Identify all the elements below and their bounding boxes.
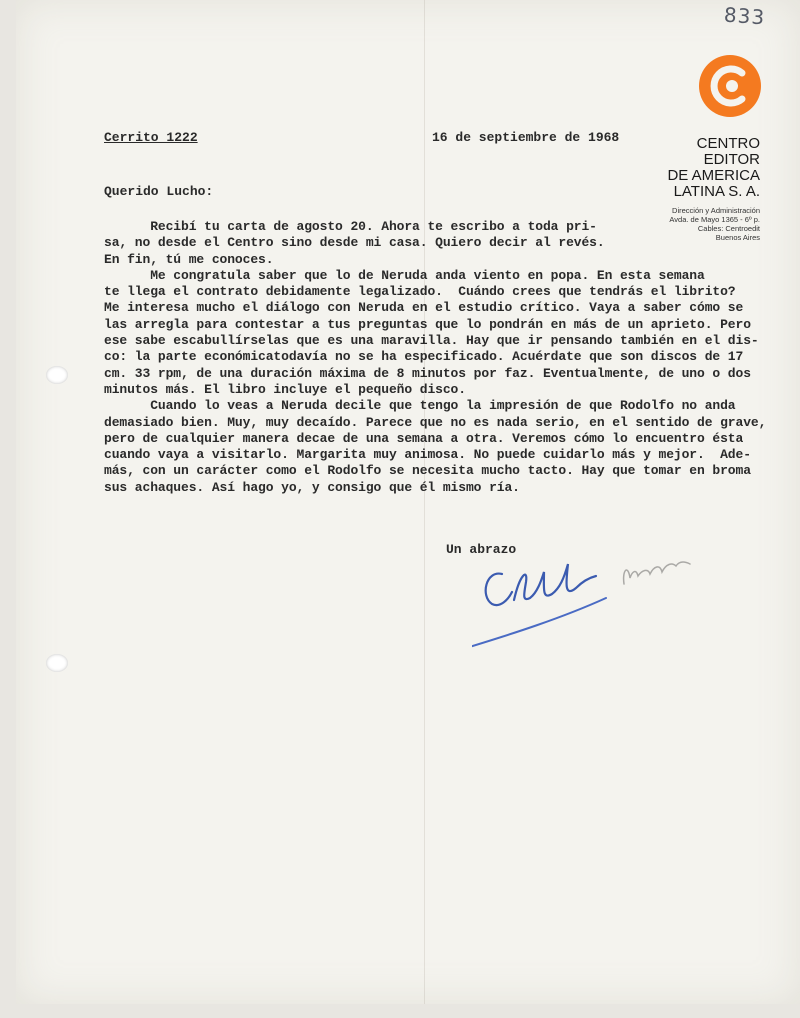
address-line: Avda. de Mayo 1365 - 6º p. [669,215,760,224]
letter-body [104,219,766,496]
closing: Un abrazo [446,542,517,557]
company-name [667,136,760,200]
body-line: En fin, tú me conoces. [104,251,274,267]
letter-date: 16 de septiembre de 1968 [432,130,620,145]
body-line: Me congratula saber que lo de Neruda anda viento en popa. En esta semana [104,267,705,283]
body-line: sus achaques. Así hago yo, y consigo que él mismo ría. [104,479,520,495]
body-line: Cuando lo veas a Neruda decile que tengo la impresión de que Rodolfo no anda [104,398,736,414]
company-line: LATINA S. A. [673,183,760,200]
handwritten-signature [472,552,702,652]
body-line: ese sabe escabullírselas que es una maravilla. Hay que ir pensando también en el dis- [104,333,759,349]
body-line: sa, no desde el Centro sino desde mi casa. Quiero decir al revés. [104,235,605,251]
body-line: pero de cualquier manera decae de una semana a otra. Veremos cómo lo encuentro ésta [104,430,744,446]
body-line: Recibí tu carta de agosto 20. Ahora te escribo a toda pri- [104,219,597,234]
address-line: Buenos Aires [715,233,760,242]
punch-hole-top [46,366,68,384]
company-line: EDITOR [703,151,760,168]
punch-hole-bottom [46,654,68,672]
salutation: Querido Lucho: [104,184,214,199]
body-line: co: la parte económicatodavía no se ha especificado. Acuérdate que son discos de 17 [104,349,744,365]
company-logo-icon [698,40,762,130]
sender-street: Cerrito 1222 [104,130,198,145]
body-line: las arregla para contestar a tus preguntas que lo pondrán en más de un aprieto. Pero [104,316,751,332]
address-line: Dirección y Administración [672,206,760,215]
body-line: cm. 33 rpm, de una duración máxima de 8 minutos por faz. Eventualmente, de uno o dos [104,365,751,381]
body-line: te llega el contrato debidamente legalizado. Cuándo crees que tendrás el librito? [104,284,736,300]
address-line: Cables: Centroedit [697,224,760,233]
company-line: DE AMERICA [667,167,760,184]
body-line: minutos más. El libro incluye el pequeño disco. [104,381,466,397]
archive-number: 833 [723,2,766,30]
body-line: cuando vaya a visitarlo. Margarita muy animosa. No puede cuidarlo más y mejor. Ade- [104,447,751,463]
body-line: demasiado bien. Muy, muy decaído. Parece que no es nada serio, en el sentido de grave, [104,414,767,430]
paper-fold [424,0,425,1004]
body-line: más, con un carácter como el Rodolfo se necesita mucho tacto. Hay que tomar en broma [104,463,751,479]
body-line: Me interesa mucho el diálogo con Neruda en el estudio crítico. Vaya a saber cómo se [104,300,744,316]
company-line: CENTRO [696,135,760,152]
